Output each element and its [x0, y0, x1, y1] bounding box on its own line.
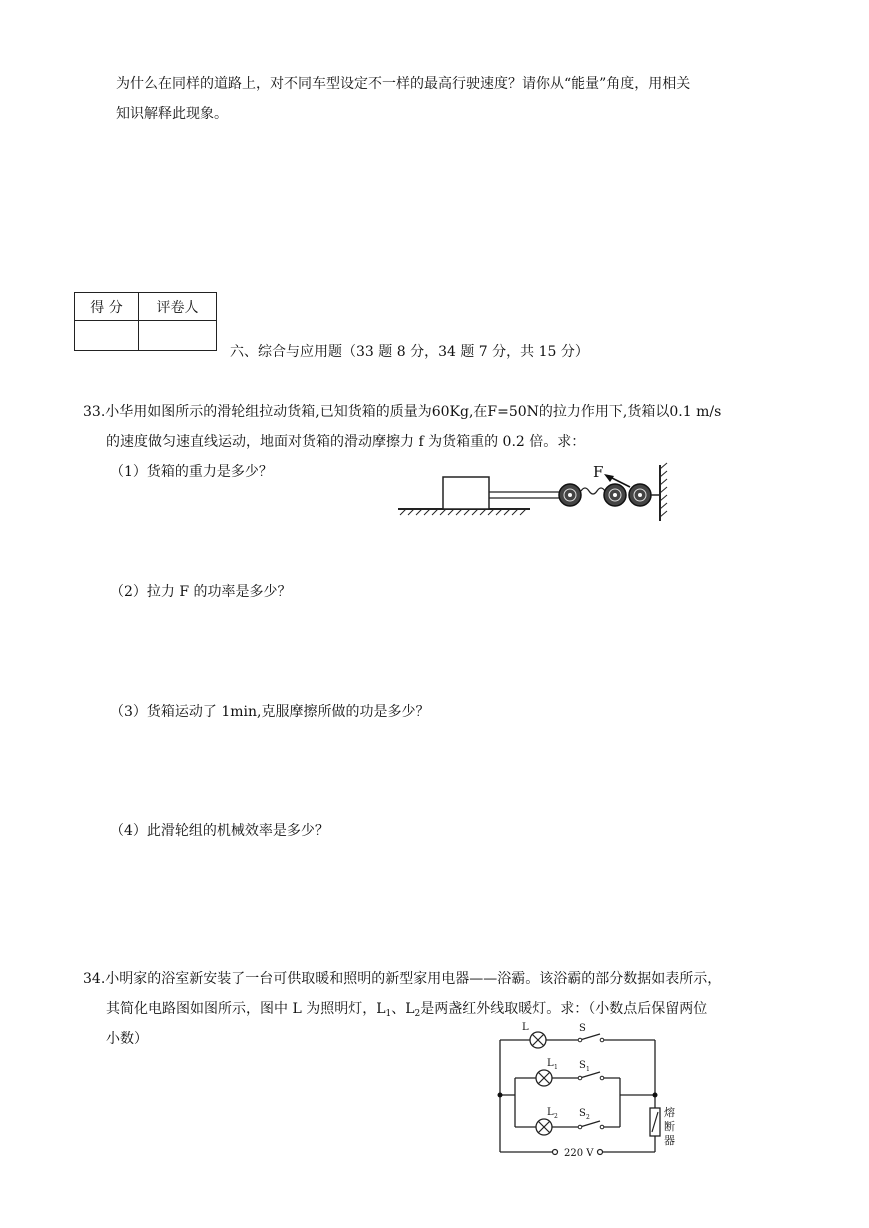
label-S1: S: [579, 1060, 586, 1071]
lamp-L1: [536, 1070, 552, 1086]
label-S: S: [579, 1023, 586, 1034]
q33-sub-4: （4）此滑轮组的机械效率是多少？: [110, 823, 329, 839]
grader-cell[interactable]: [139, 321, 217, 351]
q34-line-2-sub-2: 2: [414, 1009, 421, 1019]
label-L: L: [522, 1022, 529, 1033]
fuse-label-2: 断: [664, 1120, 675, 1133]
label-L1-sub: 1: [554, 1064, 558, 1071]
label-L1: L: [547, 1058, 554, 1069]
q33-sub-2: （2）拉力 F 的功率是多少？: [110, 584, 292, 600]
label-S1-sub: 1: [586, 1066, 590, 1073]
switch-S1-blade: [580, 1072, 600, 1078]
q34-line-2-text-b: 、L: [391, 1001, 415, 1017]
voltage-label: 220 V: [564, 1148, 594, 1159]
rope-coil: [581, 488, 605, 494]
switch-S2-blade: [580, 1121, 600, 1127]
switch-S1-contact: [578, 1076, 582, 1080]
wall-hatching: [660, 463, 667, 517]
q33-sub-1: （1）货箱的重力是多少？: [110, 464, 273, 480]
q34-line-2-sub-1: 1: [385, 1009, 392, 1019]
lamp-L2: [536, 1119, 552, 1135]
section-title: 六、综合与应用题（33 题 8 分，34 题 7 分，共 15 分）: [230, 344, 589, 360]
label-L2: L: [547, 1107, 554, 1118]
q34-line-2-text-a: 其简化电路图如图所示，图中 L 为照明灯，L: [106, 1001, 386, 1017]
terminal-right: [598, 1150, 603, 1155]
label-S2-sub: 2: [586, 1114, 590, 1121]
fuse-label-3: 器: [664, 1134, 675, 1147]
q34-line-3: 小数）: [106, 1031, 148, 1047]
q33-line-1: 33.小华用如图所示的滑轮组拉动货箱,已知货箱的质量为60Kg,在F=50N的拉力作用下,货箱以0.1 m/s: [83, 404, 722, 420]
pulley-figure: [390, 455, 680, 530]
q32-line-1: 为什么在同样的道路上，对不同车型设定不一样的最高行驶速度？请你从“能量”角度，用相关: [116, 76, 691, 92]
score-header: 得 分: [75, 293, 139, 321]
score-cell[interactable]: [75, 321, 139, 351]
grader-header: 评卷人: [139, 293, 217, 321]
q34-line-1: 34.小明家的浴室新安装了一台可供取暖和照明的新型家用电器——浴霸。该浴霸的部分数据如表所示，: [83, 971, 722, 987]
switch-S2-contact: [578, 1125, 582, 1129]
force-arrowhead: [604, 474, 614, 482]
cargo-box: [443, 477, 489, 509]
q33-line-2: 的速度做匀速直线运动，地面对货箱的滑动摩擦力 f 为货箱重的 0.2 倍。求：: [106, 434, 586, 450]
switch-S-blade: [580, 1034, 600, 1040]
q32-line-2: 知识解释此现象。: [116, 106, 228, 122]
junction-left: [498, 1093, 503, 1098]
q34-line-2-text-c: 是两盏红外线取暖灯。求：（小数点后保留两位: [420, 1001, 708, 1017]
terminal-left: [553, 1150, 558, 1155]
circuit-diagram: [490, 1020, 690, 1165]
score-table: [74, 292, 217, 351]
label-L2-sub: 2: [554, 1113, 558, 1120]
switch-S-contact: [578, 1038, 582, 1042]
label-S2: S: [579, 1108, 586, 1119]
lamp-L: [530, 1032, 546, 1048]
q33-sub-3: （3）货箱运动了 1min,克服摩擦所做的功是多少？: [110, 704, 430, 720]
junction-right: [653, 1093, 658, 1098]
force-label: F: [593, 463, 604, 481]
fuse-label-1: 熔: [664, 1106, 675, 1119]
